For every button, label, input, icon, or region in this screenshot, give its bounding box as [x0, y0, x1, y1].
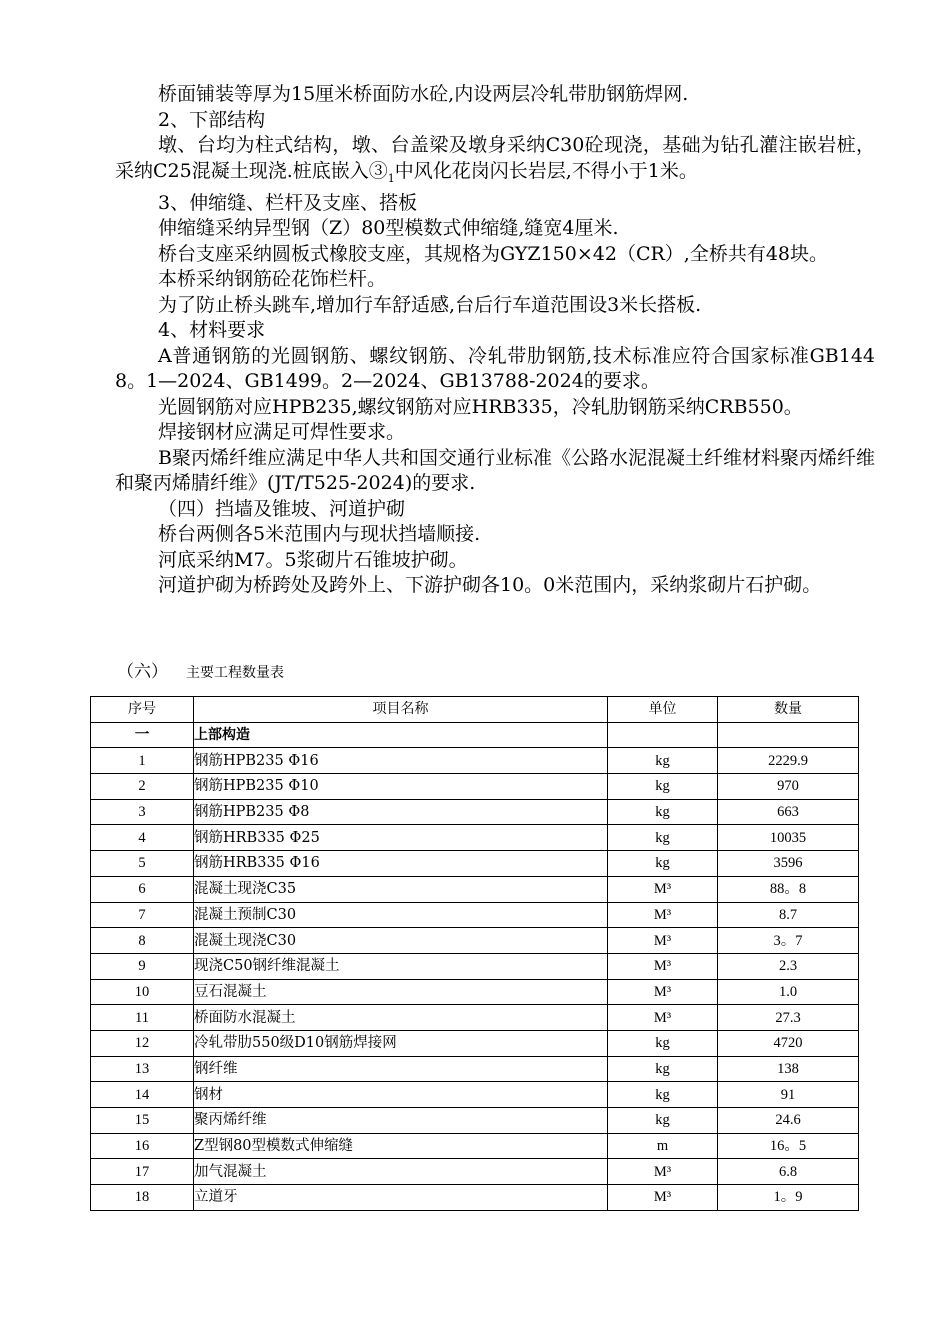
- row-no: 6: [91, 876, 194, 902]
- table-row: [91, 774, 859, 800]
- row-qty: 970: [718, 774, 859, 800]
- row-no: 11: [91, 1005, 194, 1031]
- row-no: 7: [91, 902, 194, 928]
- table-row: [91, 1185, 859, 1211]
- paragraph-substructure: [115, 133, 875, 191]
- row-qty: 3596: [718, 851, 859, 877]
- header-qty: 数量: [718, 697, 859, 723]
- row-unit: M³: [608, 1185, 718, 1211]
- table-row: [91, 799, 859, 825]
- table-section-row: [91, 722, 859, 748]
- paragraph-expansion-joint: 伸缩缝采纳异型钢（Z）80型模数式伸缩缝,缝宽4厘米.: [158, 217, 619, 240]
- row-name: 钢筋HPB235 Φ16: [194, 748, 608, 774]
- row-name: 聚丙烯纤维: [194, 1108, 608, 1134]
- row-qty: 138: [718, 1056, 859, 1082]
- row-qty: 24.6: [718, 1108, 859, 1134]
- row-unit: kg: [608, 1108, 718, 1134]
- table-row: [91, 851, 859, 877]
- heading-materials: 4、材料要求: [158, 319, 266, 342]
- row-no: 12: [91, 1030, 194, 1056]
- row-unit: kg: [608, 1030, 718, 1056]
- row-no: 4: [91, 825, 194, 851]
- row-name: 冷轧带肋550级D10钢筋焊接网: [194, 1030, 608, 1056]
- row-no: 13: [91, 1056, 194, 1082]
- row-no: 14: [91, 1082, 194, 1108]
- section-name: 上部构造: [194, 722, 608, 748]
- header-unit: 单位: [608, 697, 718, 723]
- paragraph-railing: 本桥采纳钢筋砼花饰栏杆。: [158, 268, 387, 291]
- row-unit: M³: [608, 876, 718, 902]
- table-row: [91, 1133, 859, 1159]
- row-name: 钢纤维: [194, 1056, 608, 1082]
- row-qty: 10035: [718, 825, 859, 851]
- header-name: 项目名称: [194, 697, 608, 723]
- row-name: 混凝土现浇C30: [194, 928, 608, 954]
- heading-retaining-wall: （四）挡墙及锥坡、河道护砌: [158, 497, 406, 520]
- table-row: [91, 979, 859, 1005]
- paragraph-rebar-grades: 光圆钢筋对应HPB235,螺纹钢筋对应HRB335，冷轧肋钢筋采纳CRB550。: [158, 395, 803, 418]
- table-row: [91, 1159, 859, 1185]
- paragraph-riverbed: 河底采纳M7。5浆砌片石锥坡护砌。: [158, 548, 468, 571]
- paragraph-weldability: 焊接钢材应满足可焊性要求。: [158, 421, 406, 444]
- row-qty: 663: [718, 799, 859, 825]
- paragraph-substructure-tail: 中风化花岗闪长岩层,不得小于1米。: [394, 159, 698, 182]
- section-no: 一: [91, 722, 194, 748]
- row-no: 17: [91, 1159, 194, 1185]
- table-row: [91, 902, 859, 928]
- table-row: [91, 1108, 859, 1134]
- paragraph-bearing: 桥台支座采纳圆板式橡胶支座，其规格为GYZ150×42（CR）,全桥共有48块。: [158, 242, 829, 265]
- row-no: 10: [91, 979, 194, 1005]
- row-no: 8: [91, 928, 194, 954]
- heading-expansion-joint: 3、伸缩缝、栏杆及支座、搭板: [158, 191, 418, 214]
- paragraph-polypropylene: B聚丙烯纤维应满足中华人共和国交通行业标准《公路水泥混凝土纤维材料聚丙烯纤维和聚丙烯腈纤维》(JT/T525-2024)的要求.: [115, 446, 875, 495]
- row-qty: 2229.9: [718, 748, 859, 774]
- row-name: 钢筋HRB335 Φ25: [194, 825, 608, 851]
- row-qty: 1.0: [718, 979, 859, 1005]
- table-row: [91, 953, 859, 979]
- row-name: 钢筋HPB235 Φ8: [194, 799, 608, 825]
- row-qty: 4720: [718, 1030, 859, 1056]
- row-qty: 91: [718, 1082, 859, 1108]
- row-name: 桥面防水混凝土: [194, 1005, 608, 1031]
- row-name: 钢筋HPB235 Φ10: [194, 774, 608, 800]
- row-unit: M³: [608, 953, 718, 979]
- table-row: [91, 1005, 859, 1031]
- table-row: [91, 825, 859, 851]
- table-row: [91, 1082, 859, 1108]
- table-row: [91, 1030, 859, 1056]
- body-text: [115, 82, 875, 599]
- row-no: 16: [91, 1133, 194, 1159]
- table-row: [91, 1056, 859, 1082]
- paragraph-river-protection: 河道护砌为桥跨处及跨外上、下游护砌各10。0米范围内，采纳浆砌片石护砌。: [158, 574, 822, 597]
- paragraph-approach-slab: 为了防止桥头跳车,增加行车舒适感,台后行车道范围设3米长搭板.: [158, 293, 702, 316]
- table-row: [91, 876, 859, 902]
- row-qty: 27.3: [718, 1005, 859, 1031]
- row-qty: 16。5: [718, 1133, 859, 1159]
- table-header-row: [91, 697, 859, 723]
- row-qty: 1。9: [718, 1185, 859, 1211]
- row-name: Z型钢80型模数式伸缩缝: [194, 1133, 608, 1159]
- row-unit: M³: [608, 902, 718, 928]
- header-no: 序号: [91, 697, 194, 723]
- layer-subscript: 1: [387, 171, 395, 185]
- row-qty: 2.3: [718, 953, 859, 979]
- row-unit: M³: [608, 928, 718, 954]
- table-caption-label: （六）: [117, 662, 168, 682]
- row-no: 5: [91, 851, 194, 877]
- table-row: [91, 928, 859, 954]
- paragraph-rebar-standard: A普通钢筋的光圆钢筋、螺纹钢筋、冷轧带肋钢筋,技术标准应符合国家标准GB1448。1—2024、GB1499。2—2024、GB13788-2024的要求。: [115, 344, 875, 393]
- row-unit: kg: [608, 799, 718, 825]
- row-unit: kg: [608, 851, 718, 877]
- row-name: 加气混凝土: [194, 1159, 608, 1185]
- row-name: 现浇C50钢纤维混凝土: [194, 953, 608, 979]
- row-no: 2: [91, 774, 194, 800]
- row-qty: 6.8: [718, 1159, 859, 1185]
- row-no: 1: [91, 748, 194, 774]
- row-name: 混凝土预制C30: [194, 902, 608, 928]
- paragraph-retaining-wall: 桥台两侧各5米范围内与现状挡墙顺接.: [158, 523, 481, 546]
- row-qty: 3。7: [718, 928, 859, 954]
- table-caption: [117, 659, 284, 686]
- row-name: 钢筋HRB335 Φ16: [194, 851, 608, 877]
- quantity-table: [90, 696, 859, 1211]
- row-name: 钢材: [194, 1082, 608, 1108]
- paragraph-substructure-main: 墩、台均为柱式结构，墩、台盖梁及墩身采纳C30砼现浇，基础为钻孔灌注嵌岩桩，采纳C25混凝土现浇.桩底嵌入③: [115, 134, 875, 182]
- row-qty: 8.7: [718, 902, 859, 928]
- table-caption-title: 主要工程数量表: [186, 665, 284, 681]
- row-qty: 88。8: [718, 876, 859, 902]
- row-name: 豆石混凝土: [194, 979, 608, 1005]
- row-no: 3: [91, 799, 194, 825]
- row-unit: kg: [608, 774, 718, 800]
- row-name: 混凝土现浇C35: [194, 876, 608, 902]
- heading-substructure: 2、下部结构: [158, 108, 266, 131]
- paragraph-1: 桥面铺装等厚为15厘米桥面防水砼,内设两层冷轧带肋钢筋焊网.: [158, 83, 689, 105]
- row-name: 立道牙: [194, 1185, 608, 1211]
- row-no: 15: [91, 1108, 194, 1134]
- section-unit: [608, 722, 718, 748]
- row-unit: kg: [608, 1082, 718, 1108]
- row-no: 9: [91, 953, 194, 979]
- row-no: 18: [91, 1185, 194, 1211]
- table-row: [91, 748, 859, 774]
- row-unit: M³: [608, 1159, 718, 1185]
- row-unit: M³: [608, 979, 718, 1005]
- row-unit: M³: [608, 1005, 718, 1031]
- row-unit: kg: [608, 748, 718, 774]
- section-qty: [718, 722, 859, 748]
- row-unit: kg: [608, 1056, 718, 1082]
- row-unit: m: [608, 1133, 718, 1159]
- row-unit: kg: [608, 825, 718, 851]
